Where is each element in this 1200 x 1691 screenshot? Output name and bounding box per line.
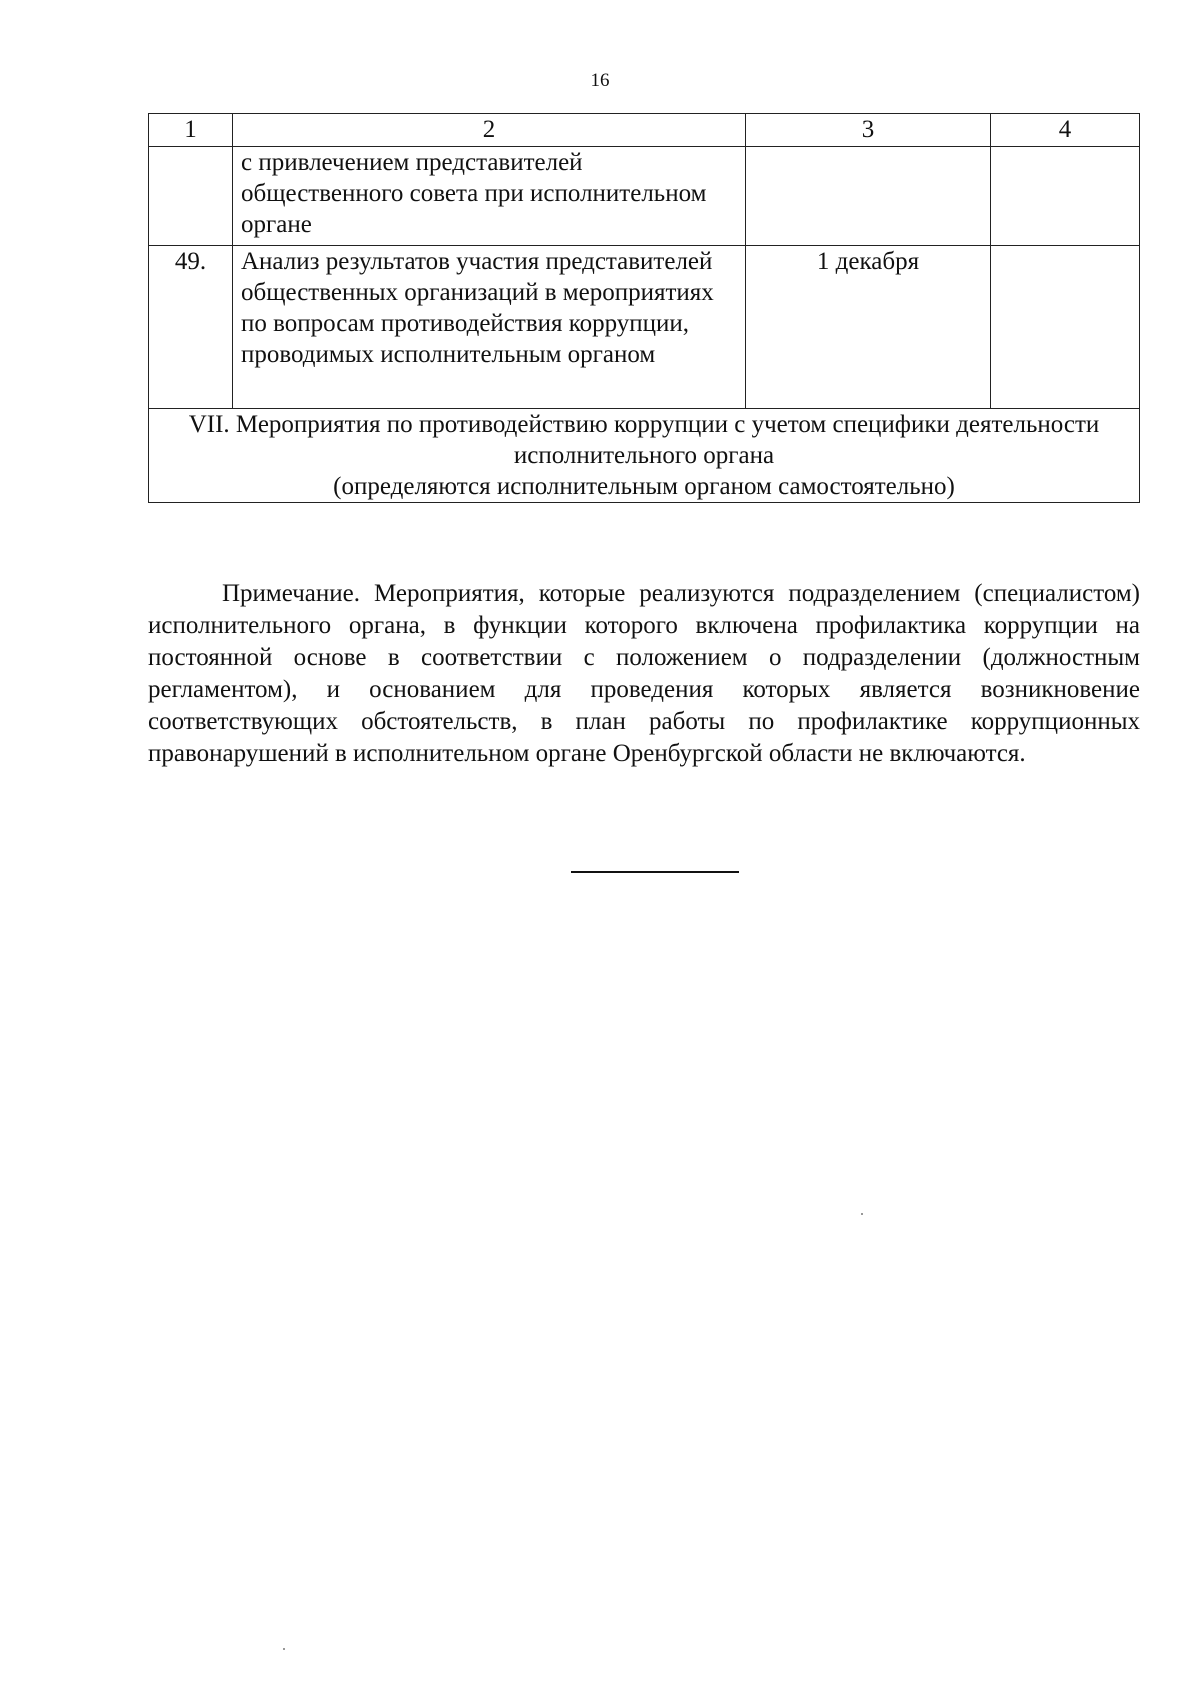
- column-header-4: 4: [991, 114, 1140, 147]
- section-subtitle: (определяются исполнительным органом самостоятельно): [333, 473, 955, 500]
- column-header-3: 3: [746, 114, 991, 147]
- row-responsible-cell: [991, 147, 1140, 246]
- column-header-1: 1: [149, 114, 233, 147]
- row-activity-cell: с привлечением представителей общественного совета при исполнительном органе: [233, 147, 746, 246]
- row-number-cell: 49.: [149, 246, 233, 409]
- section-row: [149, 409, 1140, 503]
- section-title: VII. Мероприятия по противодействию коррупции с учетом специфики деятельности исполнительного органа: [188, 411, 1100, 469]
- plan-table: [148, 113, 1140, 503]
- row-deadline-cell: [746, 147, 991, 246]
- page-number: 16: [590, 70, 610, 91]
- row-deadline-cell: 1 декабря: [746, 246, 991, 409]
- row-activity-cell: Анализ результатов участия представителей общественных организаций в мероприятиях по вопросам противодействия коррупции, проводимых исполнительным органом: [233, 246, 746, 409]
- scan-speck: [861, 1213, 863, 1215]
- table-row: [149, 246, 1140, 409]
- row-responsible-cell: [991, 246, 1140, 409]
- note-paragraph: Примечание. Мероприятия, которые реализуются подразделением (специалистом) исполнительного органа, в функции которого включена профилактика коррупции на постоянной основе в соответствии с положением о подразделении (должностным регламентом), и основанием для проведения которых является возникновение соответствующих обстоятельств, в план работы по профилактике коррупционных правонарушений в исполнительном органе Оренбургской области не включаются.: [148, 580, 1140, 767]
- table-header-row: [149, 114, 1140, 147]
- table-row: [149, 147, 1140, 246]
- row-number-cell: [149, 147, 233, 246]
- section-heading-cell: [149, 409, 1140, 503]
- end-rule: [571, 871, 739, 873]
- column-header-2: 2: [233, 114, 746, 147]
- scan-speck: [283, 1648, 285, 1650]
